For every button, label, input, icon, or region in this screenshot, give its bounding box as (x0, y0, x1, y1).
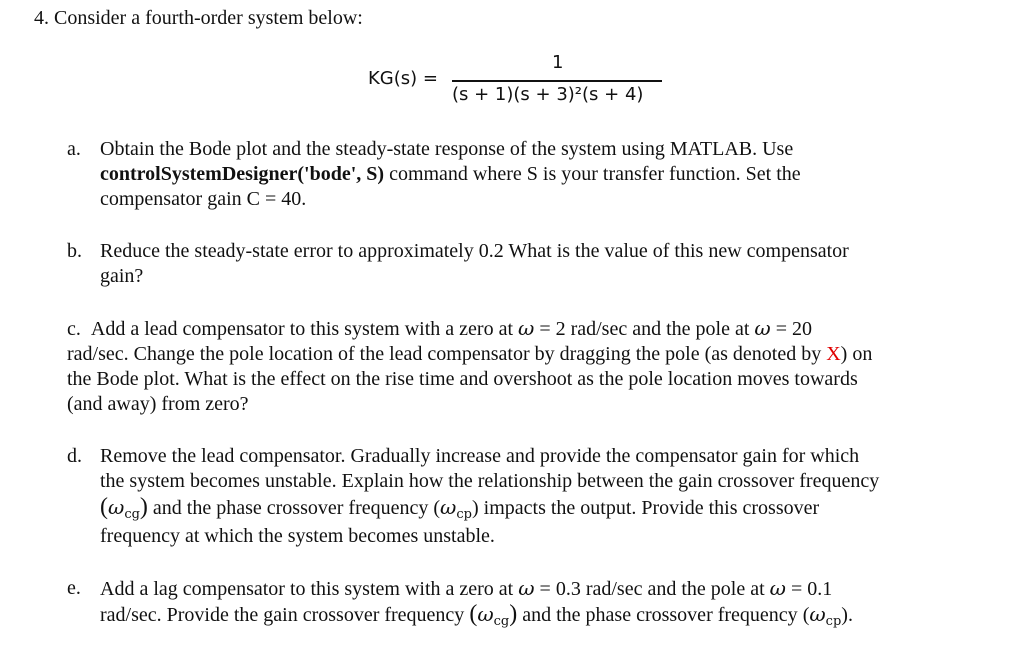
part-d-text-2: impacts the output. Provide this crossover (478, 497, 820, 519)
question-title: 4. Consider a fourth-order system below: (34, 7, 363, 29)
part-e-text-5: and the phase crossover frequency (517, 604, 803, 626)
part-d-label: d. (67, 445, 82, 467)
part-a-line3: compensator gain C = 40. (100, 188, 307, 210)
part-c-text-2: = 2 rad/sec and the pole at (534, 318, 755, 340)
part-a-label: a. (67, 138, 81, 160)
part-d-line3: $(\omega_{cg})$ and the phase crossover frequency $(\omega_{cp})$ impacts the output. Provide this crossover (100, 494, 820, 522)
omega-symbol: ω (754, 316, 771, 340)
omega-symbol: ω (769, 576, 786, 600)
part-d-line1: Remove the lead compensator. Gradually increase and provide the compensator gain for which (100, 445, 860, 467)
part-d-line2: the system becomes unstable. Explain how the relationship between the gain crossover frequency (100, 470, 880, 492)
cg-subscript: cg (124, 507, 140, 522)
matlab-command: controlSystemDesigner('bode', S) (100, 163, 385, 185)
part-d-line4: frequency at which the system becomes unstable. (100, 525, 495, 547)
pole-marker-x: X (826, 343, 841, 365)
part-e-line1 (100, 576, 832, 601)
part-c-text-1: Add a lead compensator to this system with a zero at (90, 318, 518, 340)
fraction-bar (452, 80, 662, 82)
omega-symbol: ω (477, 602, 494, 626)
part-a-line2-rest: command where S is your transfer function. Set the (384, 163, 801, 185)
part-e-text-6: . (847, 604, 853, 626)
part-c-text-5: ) on (840, 343, 873, 365)
part-e-label: e. (67, 577, 81, 599)
part-c-text-3: = 20 (770, 318, 812, 340)
cg-subscript: cg (493, 614, 510, 629)
omega-symbol: ω (108, 495, 125, 519)
omega-symbol: ω (440, 495, 457, 519)
cp-subscript: cp (825, 614, 842, 629)
part-c-line3: the Bode plot. What is the effect on the rise time and overshoot as the pole location moves towards (67, 368, 858, 390)
equation-lhs: KG(s) = (368, 68, 438, 89)
omega-symbol: ω (518, 316, 535, 340)
part-c-label: c. (67, 318, 81, 340)
part-e-line2: rad/sec. Provide the gain crossover frequency $(\omega_{cg})$ and the phase crossover frequency $(\omega_{cp})$. (100, 601, 853, 629)
omega-symbol: ω (809, 602, 826, 626)
part-c-line1 (67, 316, 812, 341)
equation-denominator: (s + 1)(s + 3)²(s + 4) (452, 84, 644, 105)
part-d-text-1: and the phase crossover frequency (147, 497, 434, 519)
omega-symbol: ω (518, 576, 535, 600)
part-c-text-4: rad/sec. Change the pole location of the lead compensator by dragging the pole (as denoted by (67, 343, 827, 365)
part-e-text-4: rad/sec. Provide the gain crossover frequency (100, 604, 470, 626)
part-c-line2 (67, 342, 872, 366)
part-b-label: b. (67, 240, 82, 262)
part-e-text-2: = 0.3 rad/sec and the pole at (534, 578, 770, 600)
part-e-text-3: = 0.1 (785, 578, 833, 600)
cp-subscript: cp (456, 507, 472, 522)
part-a-line1: Obtain the Bode plot and the steady-state response of the system using MATLAB. Use (100, 138, 794, 160)
part-a-line2 (100, 162, 801, 186)
part-b-line1: Reduce the steady-state error to approximately 0.2 What is the value of this new compensator (100, 240, 849, 262)
part-b-line2: gain? (100, 265, 144, 287)
equation-numerator: 1 (552, 52, 564, 73)
part-c-line4: (and away) from zero? (67, 393, 249, 415)
part-e-text-1: Add a lag compensator to this system with a zero at (100, 578, 519, 600)
